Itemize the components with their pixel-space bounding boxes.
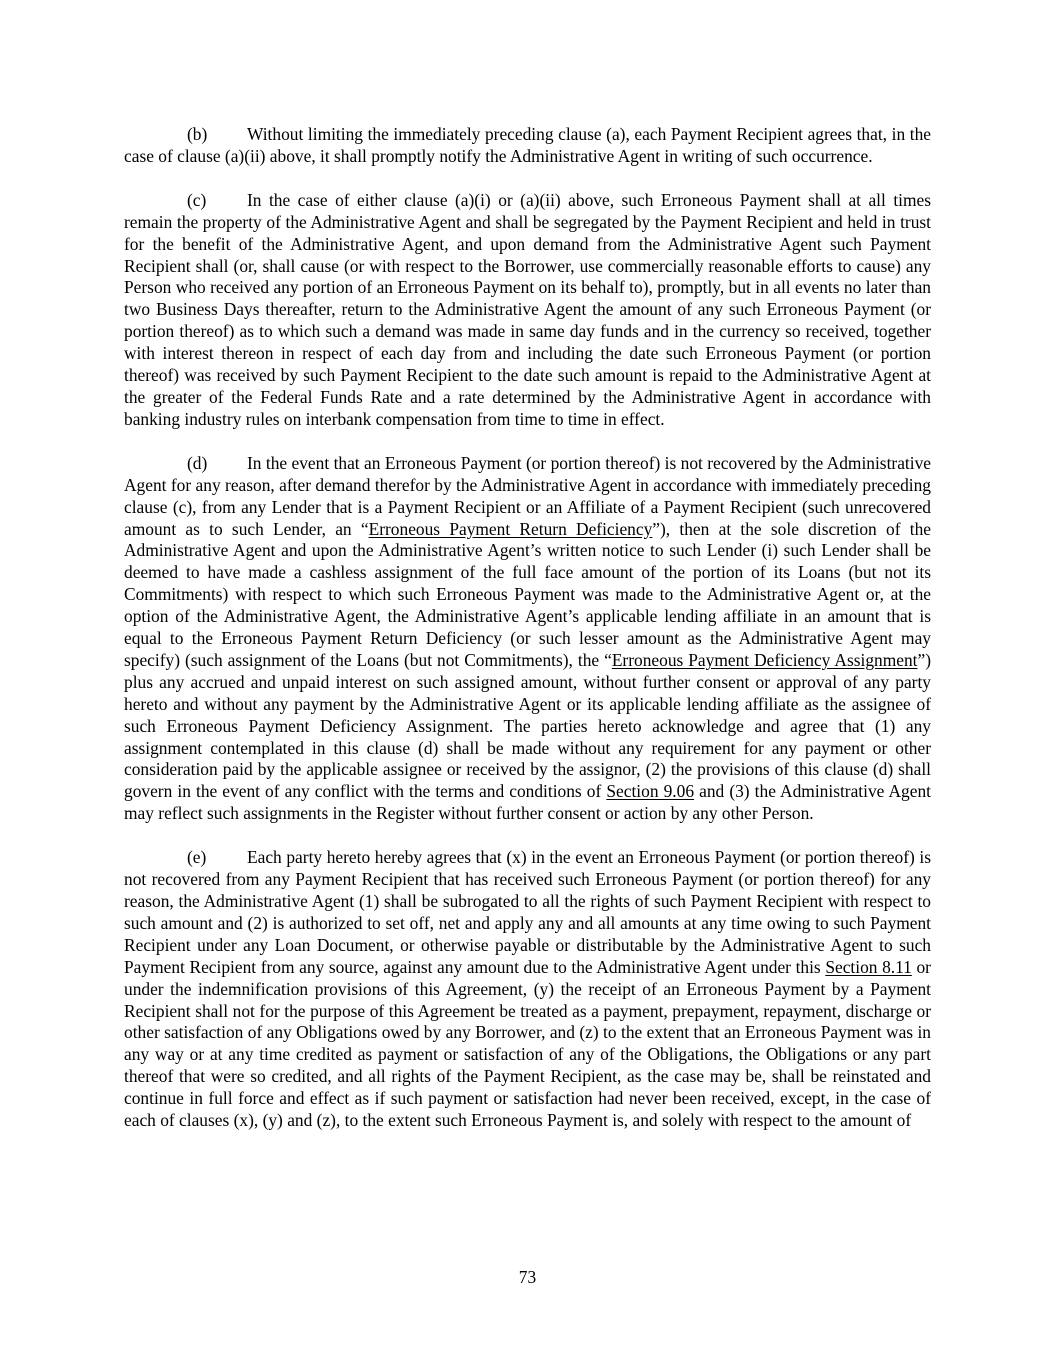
defined-term: Erroneous Payment Deficiency Assignment (611, 649, 918, 670)
document-body (124, 124, 931, 1154)
paragraph-text: In the event that an Erroneous Payment (or portion thereof) is not recovered by the Administrative Agent for any reason, after demand therefor by the Administrative Agent in accordance with immediately preceding clause (c), from any Lender that is a Payment Recipient or an Affiliate of a Payment Recipient (such unrecovered amount as to such Lender, an “ (124, 452, 931, 539)
paragraph-c (124, 190, 931, 431)
paragraph-d (124, 453, 931, 825)
section-reference: Section 9.06 (606, 781, 695, 802)
paragraph-text: or under the indemnification provisions of this Agreement, (y) the receipt of an Erroneous Payment by a Payment Recipient shall not for the purpose of this Agreement be treated as a payment, prepayment, repayment, discharge or other satisfaction of any Obligations owed by any Borrower, and (z) to the extent that an Erroneous Payment was in any way or at any time credited as payment or satisfaction of any of the Obligations, the Obligations or any part thereof that were so credited, and all rights of the Payment Recipient, as the case may be, shall be reinstated and continue in full force and effect as if such payment or satisfaction had never been received, except, in the case of each of clauses (x), (y) and (z), to the extent such Erroneous Payment is, and solely with respect to the amount of (124, 956, 931, 1131)
paragraph-text: Without limiting the immediately preceding clause (a), each Payment Recipient agrees that, in the case of clause (a)(ii) above, it shall promptly notify the Administrative Agent in writing of such occurrence. (124, 124, 931, 166)
paragraph-e (124, 847, 931, 1132)
paragraph-text: ”) plus any accrued and unpaid interest on such assigned amount, without further consent or approval of any party hereto and without any payment by the Administrative Agent or its applicable lending affiliate as the assignee of such Erroneous Payment Deficiency Assignment. The parties hereto acknowledge and agree that (1) any assignment contemplated in this clause (d) shall be made without any requirement for any payment or other consideration paid by the applicable assignee or received by the assignor, (2) the provisions of this clause (d) shall govern in the event of any conflict with the terms and conditions of (124, 649, 931, 802)
clause-label: (b) (187, 124, 208, 144)
paragraph-text: and (3) the Administrative Agent may reflect such assignments in the Register without further consent or action by any other Person. (124, 781, 931, 824)
clause-label: (e) (187, 847, 207, 868)
page-number: 73 (518, 1267, 537, 1287)
paragraph-text: Each party hereto hereby agrees that (x) in the event an Erroneous Payment (or portion thereof) is not recovered from any Payment Recipient that has received such Erroneous Payment (or portion thereof) for any reason, the Administrative Agent (1) shall be subrogated to all the rights of such Payment Recipient with respect to such amount and (2) is authorized to set off, net and apply any and all amounts at any time owing to such Payment Recipient under any Loan Document, or otherwise payable or distributable by the Administrative Agent to such Payment Recipient from any source, against any amount due to the Administrative Agent under this (124, 847, 931, 977)
clause-label: (d) (187, 452, 208, 473)
section-reference: Section 8.11 (825, 956, 912, 977)
defined-term: Erroneous Payment Return Deficiency (368, 518, 653, 539)
paragraph-text: In the case of either clause (a)(i) or (a)(ii) above, such Erroneous Payment shall at all times remain the property of the Administrative Agent and shall be segregated by the Payment Recipient and held in trust for the benefit of the Administrative Agent, and upon demand from the Administrative Agent such Payment Recipient shall (or, shall cause (or with respect to the Borrower, use commercially reasonable efforts to cause) any Person who received any portion of an Erroneous Payment on its behalf to), promptly, but in all events no later than two Business Days thereafter, return to the Administrative Agent the amount of any such Erroneous Payment (or portion thereof) as to which such a demand was made in same day funds and in the currency so received, together with interest thereon in respect of each day from and including the date such Erroneous Payment (or portion thereof) was received by such Payment Recipient to the date such amount is repaid to the Administrative Agent at the greater of the Federal Funds Rate and a rate determined by the Administrative Agent in accordance with banking industry rules on interbank compensation from time to time in effect. (124, 189, 931, 429)
clause-label: (c) (187, 189, 207, 210)
paragraph-b (124, 124, 931, 168)
paragraph-text: ”), then at the sole discretion of the Administrative Agent and upon the Administrative Agent’s written notice to such Lender (i) such Lender shall be deemed to have made a cashless assignment of the full face amount of the portion of its Loans (but not its Commitments) with respect to which such Erroneous Payment was made to the Administrative Agent or, at the option of the Administrative Agent, the Administrative Agent’s applicable lending affiliate in an amount that is equal to the Erroneous Payment Return Deficiency (or such lesser amount as the Administrative Agent may specify) (such assignment of the Loans (but not Commitments), the “ (124, 518, 931, 670)
